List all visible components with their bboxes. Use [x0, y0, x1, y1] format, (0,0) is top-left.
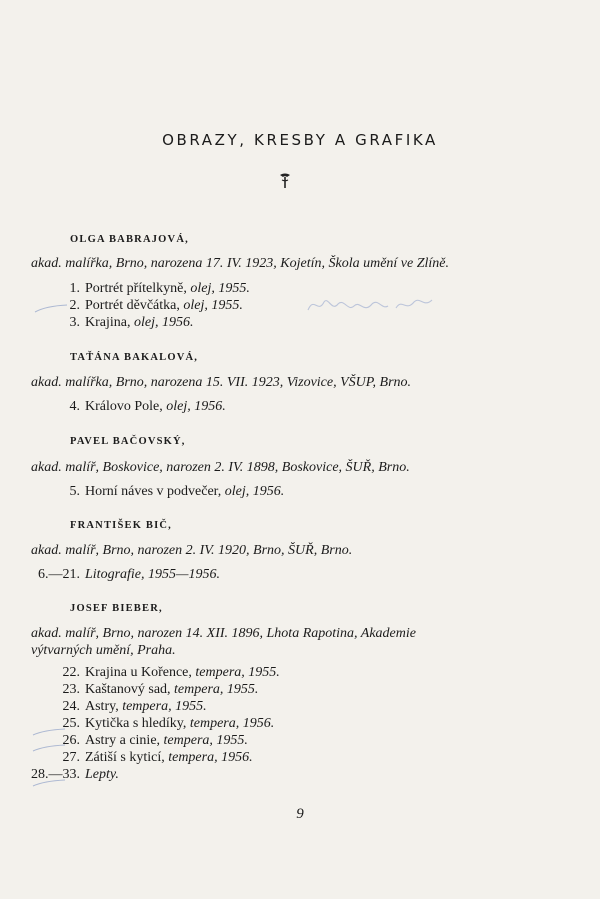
artist-bio: akad. malíř, Brno, narozen 2. IV. 1920, Brno, ŠUŘ, Brno. [31, 543, 353, 558]
pencil-mark-icon [32, 778, 66, 788]
artist-name: JOSEF BIEBER, [70, 603, 163, 614]
work-title: Kaštanový sad, [85, 682, 171, 697]
work-item [0, 715, 600, 732]
work-item [0, 566, 600, 583]
work-item [0, 398, 600, 415]
work-item [0, 297, 600, 314]
work-list [0, 566, 600, 583]
page-number: 9 [296, 806, 304, 822]
work-medium: olej, 1956. [224, 484, 285, 499]
work-medium: Litografie, 1955—1956. [85, 567, 220, 582]
work-title: Zátiší s kyticí, [85, 750, 165, 765]
artist-bio: akad. malíř, Brno, narozen 14. XII. 1896, Lhota Rapotina, Akademie [31, 626, 416, 641]
work-medium: olej, 1956. [133, 315, 194, 330]
work-title: Královo Pole, [85, 399, 163, 414]
work-title: Kytička s hledíky, [85, 716, 187, 731]
work-number: 4. [69, 399, 80, 414]
work-item [0, 681, 600, 698]
work-number: 23. [62, 682, 80, 697]
work-medium: tempera, 1955. [195, 665, 280, 680]
work-number: 25. [62, 716, 80, 731]
work-number: 27. [62, 750, 80, 765]
artist-name: TAŤÁNA BAKALOVÁ, [70, 352, 199, 363]
artist-bio: akad. malířka, Brno, narozena 15. VII. 1923, Vizovice, VŠUP, Brno. [31, 375, 412, 390]
artist-name: FRANTIŠEK BIČ, [70, 520, 172, 531]
work-title: Portrét děvčátka, [85, 298, 180, 313]
pencil-mark-icon [32, 727, 66, 737]
work-list [0, 398, 600, 415]
work-medium: tempera, 1955. [122, 699, 207, 714]
artist-bio: akad. malířka, Brno, narozena 17. IV. 1923, Kojetín, Škola umění ve Zlíně. [31, 256, 450, 271]
work-number: 22. [62, 665, 80, 680]
work-list [0, 483, 600, 500]
work-number: 24. [62, 699, 80, 714]
work-item [0, 698, 600, 715]
work-number: 1. [69, 281, 80, 296]
work-title: Portrét přítelkyně, [85, 281, 187, 296]
work-list [0, 664, 600, 783]
work-list [0, 280, 600, 331]
work-number: 5. [69, 484, 80, 499]
page-heading: OBRAZY, KRESBY A GRAFIKA [162, 131, 438, 149]
artist-name: PAVEL BAČOVSKÝ, [70, 436, 186, 447]
work-item [0, 280, 600, 297]
work-medium: olej, 1956. [166, 399, 226, 414]
work-item [0, 314, 600, 331]
work-item [0, 483, 600, 500]
work-item [0, 664, 600, 681]
handwritten-annotation-icon [306, 292, 438, 316]
work-title: Horní náves v podvečer, [85, 484, 222, 499]
work-title: Krajina, [85, 315, 131, 330]
work-number: 6.—21. [38, 567, 80, 582]
work-item [0, 732, 600, 749]
work-number: 2. [69, 298, 80, 313]
work-medium: olej, 1955. [190, 281, 250, 296]
artist-bio-continued: výtvarných umění, Praha. [31, 643, 176, 658]
work-item [0, 749, 600, 766]
artist-bio: akad. malíř, Boskovice, narozen 2. IV. 1898, Boskovice, ŠUŘ, Brno. [31, 460, 410, 475]
work-medium: tempera, 1955. [174, 682, 259, 697]
artist-name: OLGA BABRAJOVÁ, [70, 234, 189, 245]
work-item [0, 766, 600, 783]
work-medium: Lepty. [85, 767, 119, 782]
ornament-icon [279, 172, 291, 190]
work-number: 26. [62, 733, 80, 748]
work-number: 28.—33. [31, 767, 80, 782]
work-title: Astry a cinie, [85, 733, 161, 748]
work-medium: tempera, 1956. [168, 750, 253, 765]
work-medium: tempera, 1956. [189, 716, 275, 731]
work-medium: tempera, 1955. [163, 733, 248, 748]
work-number: 3. [69, 315, 80, 330]
pencil-mark-icon [34, 304, 68, 314]
pencil-mark-icon [32, 743, 66, 753]
work-medium: olej, 1955. [183, 298, 243, 313]
work-title: Astry, [85, 699, 119, 714]
work-title: Krajina u Kořence, [85, 665, 192, 680]
